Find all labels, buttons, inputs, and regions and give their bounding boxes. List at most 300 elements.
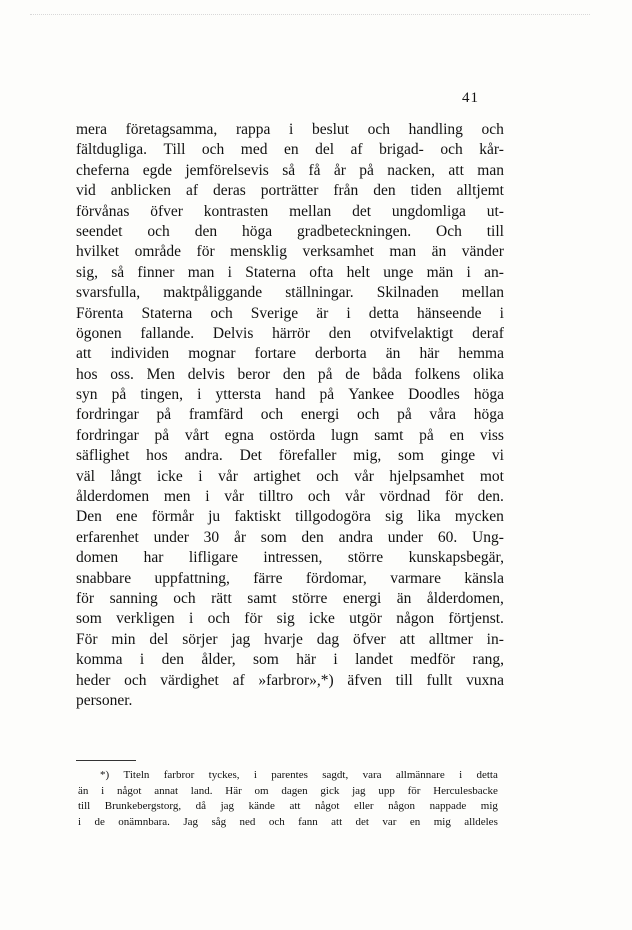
word: vänder bbox=[461, 243, 504, 261]
footnote-line bbox=[78, 768, 498, 784]
word: viss bbox=[479, 426, 504, 444]
word: mig, bbox=[353, 447, 382, 465]
word: och bbox=[147, 222, 170, 240]
word: de bbox=[345, 365, 360, 383]
word: Yankee bbox=[348, 386, 394, 404]
word: hänseende bbox=[416, 304, 482, 322]
word: såg bbox=[211, 815, 227, 828]
word: än bbox=[78, 784, 89, 797]
word: cheferna bbox=[76, 161, 130, 179]
word: hos bbox=[76, 365, 98, 383]
word: Och bbox=[436, 222, 462, 240]
body-line bbox=[76, 181, 504, 201]
word: nappade bbox=[429, 800, 467, 813]
word: med bbox=[240, 141, 268, 159]
word: jag bbox=[231, 630, 251, 648]
word: folkens bbox=[414, 365, 461, 383]
word: och bbox=[316, 467, 339, 485]
word: den bbox=[194, 222, 218, 240]
body-line bbox=[76, 609, 504, 629]
word: ålderdomen, bbox=[426, 589, 504, 607]
word: vår bbox=[354, 467, 374, 485]
word: komma bbox=[76, 651, 123, 669]
word: Förenta bbox=[76, 304, 124, 322]
word: och bbox=[307, 488, 331, 506]
word: rätt bbox=[211, 589, 232, 607]
word: gick bbox=[320, 784, 340, 797]
word: vi bbox=[491, 447, 504, 465]
footnote-line bbox=[78, 815, 498, 831]
word: faktiskt bbox=[234, 508, 281, 526]
word: något bbox=[116, 784, 142, 797]
word: vuxna bbox=[466, 671, 504, 689]
word: ginge bbox=[440, 447, 476, 465]
word: deraf bbox=[472, 324, 504, 342]
body-line bbox=[76, 385, 504, 405]
word: än bbox=[431, 243, 447, 261]
word: lifligare bbox=[188, 549, 238, 567]
body-line bbox=[76, 630, 504, 650]
word: snabbare bbox=[76, 569, 132, 587]
word: den bbox=[328, 324, 352, 342]
word: våra bbox=[429, 406, 457, 424]
word: af bbox=[350, 141, 363, 159]
body-line bbox=[76, 161, 504, 181]
word: säflighet bbox=[76, 447, 130, 465]
word: af bbox=[186, 182, 199, 200]
word: min bbox=[111, 630, 136, 648]
word: upp bbox=[378, 784, 395, 797]
word: och bbox=[210, 304, 233, 322]
word: mognar bbox=[188, 345, 236, 363]
word: Titeln bbox=[123, 769, 150, 781]
word: kår- bbox=[479, 141, 504, 159]
word: svarsfulla, bbox=[76, 284, 141, 302]
word: andra. bbox=[184, 447, 223, 465]
body-line bbox=[76, 202, 504, 222]
word: an- bbox=[484, 263, 504, 281]
word: tiden bbox=[410, 182, 442, 200]
word: här bbox=[419, 345, 440, 363]
word: vårt bbox=[184, 426, 209, 444]
word: för bbox=[196, 243, 215, 261]
word: och bbox=[268, 815, 285, 828]
word: i bbox=[227, 263, 232, 281]
word: 30 bbox=[203, 528, 220, 546]
word: allmännare bbox=[395, 769, 445, 781]
word: »farbror»,*) bbox=[258, 671, 334, 689]
word: och bbox=[124, 671, 147, 689]
body-line bbox=[76, 548, 504, 568]
word: hos bbox=[146, 447, 168, 465]
word: fann bbox=[298, 815, 318, 828]
word: oss. bbox=[110, 365, 134, 383]
word: värdighet bbox=[160, 671, 219, 689]
word: ungdomliga bbox=[391, 202, 466, 220]
word: Ung- bbox=[472, 528, 504, 546]
word: uppfattning, bbox=[154, 569, 230, 587]
word: och bbox=[173, 589, 196, 607]
word: Herculesbacke bbox=[433, 784, 498, 797]
word: *) bbox=[100, 769, 110, 781]
word: mera bbox=[76, 121, 107, 138]
word: till bbox=[78, 800, 91, 813]
word: eller bbox=[354, 800, 374, 813]
scan-edge-artifact bbox=[30, 14, 590, 15]
word: rang, bbox=[472, 651, 504, 669]
word: långt bbox=[110, 467, 142, 485]
word: fordringar bbox=[76, 406, 139, 424]
word: framfärd bbox=[188, 406, 244, 424]
word: detta bbox=[368, 304, 399, 322]
body-line bbox=[76, 487, 504, 507]
word: hvilket bbox=[76, 243, 120, 261]
word: tyckes, bbox=[208, 769, 240, 781]
word: verkligen bbox=[116, 610, 175, 628]
word: någon bbox=[388, 800, 416, 813]
word: landet bbox=[355, 651, 393, 669]
word: ofta bbox=[309, 263, 334, 281]
word: man bbox=[477, 161, 504, 179]
word: individen bbox=[110, 345, 170, 363]
word: till bbox=[486, 222, 504, 240]
word: del bbox=[315, 141, 335, 159]
body-line bbox=[76, 589, 504, 609]
word: beslut bbox=[311, 121, 349, 138]
word: alltmer bbox=[428, 630, 473, 648]
word: medför bbox=[410, 651, 456, 669]
word: hjelpsamhet bbox=[389, 467, 465, 485]
word: i bbox=[289, 121, 294, 138]
word: år bbox=[233, 528, 246, 546]
word: för bbox=[444, 488, 463, 506]
word: här bbox=[296, 651, 317, 669]
word: beror bbox=[237, 365, 271, 383]
word: på bbox=[317, 365, 333, 383]
word: icke bbox=[309, 610, 335, 628]
word: som bbox=[398, 447, 424, 465]
word: en bbox=[449, 426, 465, 444]
word: år bbox=[333, 161, 346, 179]
word: mot bbox=[479, 467, 504, 485]
word: dagen bbox=[281, 784, 308, 797]
word: ostörda bbox=[269, 426, 316, 444]
word: att bbox=[289, 800, 301, 813]
word: och bbox=[367, 121, 391, 138]
word: om bbox=[254, 784, 269, 797]
word: otvifvelaktigt bbox=[369, 324, 454, 342]
word: olika bbox=[472, 365, 504, 383]
word: härrör bbox=[272, 324, 310, 342]
word: Skilnaden bbox=[376, 284, 439, 302]
body-line bbox=[76, 691, 504, 711]
word: personer. bbox=[76, 691, 133, 709]
body-line bbox=[76, 467, 504, 487]
word: i bbox=[499, 304, 504, 322]
word: 60. bbox=[437, 528, 458, 546]
word: de bbox=[94, 815, 105, 828]
word: finner bbox=[137, 263, 175, 281]
word: kände bbox=[248, 800, 275, 813]
word: ögonen bbox=[76, 324, 122, 342]
word: färre bbox=[253, 569, 283, 587]
word: Sverige bbox=[250, 304, 299, 322]
body-text bbox=[76, 120, 504, 711]
word: ene bbox=[116, 508, 138, 526]
body-line bbox=[76, 446, 504, 466]
word: dag bbox=[316, 630, 340, 648]
word: brigad- bbox=[379, 141, 424, 159]
word: så bbox=[111, 263, 125, 281]
word: land. bbox=[190, 784, 213, 797]
word: icke bbox=[156, 467, 183, 485]
word: känsla bbox=[464, 569, 504, 587]
word: vår bbox=[218, 467, 238, 485]
word: jag bbox=[352, 784, 366, 797]
word: in- bbox=[486, 630, 504, 648]
word: förtjenst. bbox=[448, 610, 504, 628]
word: mellan bbox=[461, 284, 504, 302]
word: handling bbox=[408, 121, 463, 138]
word: erfarenhet bbox=[76, 528, 139, 546]
word: som bbox=[260, 528, 287, 546]
word: intressen, bbox=[263, 549, 323, 567]
word: äfven bbox=[347, 671, 382, 689]
word: heder bbox=[76, 671, 111, 689]
word: och bbox=[440, 141, 463, 159]
word: af bbox=[232, 671, 245, 689]
body-line bbox=[76, 569, 504, 589]
word: alltjemt bbox=[456, 182, 504, 200]
word: hand bbox=[275, 386, 306, 404]
word: att bbox=[76, 345, 92, 363]
word: derborta bbox=[315, 345, 367, 363]
word: farbror bbox=[163, 769, 195, 781]
word: att bbox=[331, 815, 343, 828]
word: för bbox=[76, 589, 95, 607]
word: detta bbox=[476, 769, 498, 781]
body-line bbox=[76, 344, 504, 364]
word: än bbox=[385, 345, 401, 363]
word: maktpåliggande bbox=[163, 284, 263, 302]
word: på bbox=[156, 406, 172, 424]
word: nacken, bbox=[387, 161, 436, 179]
body-line bbox=[76, 365, 504, 385]
word: i bbox=[205, 488, 210, 506]
word: men bbox=[163, 488, 191, 506]
word: deras bbox=[213, 182, 246, 200]
word: förefaller bbox=[278, 447, 337, 465]
body-line bbox=[76, 304, 504, 324]
word: till bbox=[395, 671, 413, 689]
word: väl bbox=[76, 467, 95, 485]
word: energi bbox=[300, 406, 340, 424]
word: seendet bbox=[76, 222, 123, 240]
word: i bbox=[139, 651, 145, 669]
word: fortare bbox=[254, 345, 296, 363]
word: kontrasten bbox=[203, 202, 269, 220]
word: få bbox=[308, 161, 321, 179]
word: vara bbox=[362, 769, 382, 781]
word: Doodles bbox=[408, 386, 460, 404]
word: utgör bbox=[349, 610, 382, 628]
word: sig bbox=[385, 508, 404, 526]
word: mig bbox=[480, 800, 498, 813]
word: på bbox=[419, 426, 434, 444]
word: för bbox=[407, 784, 421, 797]
footnote-divider bbox=[76, 760, 136, 761]
word: den bbox=[282, 365, 306, 383]
word: ålderdomen bbox=[76, 488, 150, 506]
word: vid bbox=[76, 182, 96, 200]
word: var bbox=[382, 815, 397, 828]
word: tingen, bbox=[140, 386, 183, 404]
word: syn bbox=[76, 386, 98, 404]
word: verksamhet bbox=[302, 243, 374, 261]
word: anblicken bbox=[110, 182, 172, 200]
word: mellan bbox=[289, 202, 332, 220]
word: i bbox=[188, 610, 194, 628]
word: större bbox=[347, 549, 384, 567]
word: öfver bbox=[352, 630, 386, 648]
word: och bbox=[207, 610, 230, 628]
word: och bbox=[481, 121, 504, 138]
body-line bbox=[76, 528, 504, 548]
word: höga bbox=[241, 222, 273, 240]
word: under bbox=[153, 528, 189, 546]
word: fallande. bbox=[140, 324, 195, 342]
body-line bbox=[76, 650, 504, 670]
word: del bbox=[149, 630, 169, 648]
word: unge bbox=[383, 263, 414, 281]
body-line bbox=[76, 283, 504, 303]
word: den bbox=[301, 528, 324, 546]
word: större bbox=[292, 589, 328, 607]
word: än bbox=[396, 589, 412, 607]
word: och bbox=[260, 406, 284, 424]
word: Brunkebergstorg, bbox=[104, 800, 182, 813]
word: på bbox=[397, 406, 412, 424]
word: andra bbox=[338, 528, 373, 546]
word: sagdt, bbox=[322, 769, 349, 781]
word: för bbox=[244, 610, 263, 628]
word: Men bbox=[146, 365, 176, 383]
word: Här bbox=[225, 784, 242, 797]
word: ju bbox=[208, 508, 221, 526]
word: alldeles bbox=[464, 815, 498, 828]
word: lika bbox=[417, 508, 441, 526]
word: gradbeteckningen. bbox=[297, 222, 412, 240]
word: förvånas bbox=[76, 202, 130, 220]
word: tillgodogöra bbox=[295, 508, 371, 526]
word: öfver bbox=[150, 202, 183, 220]
word: Jag bbox=[183, 815, 199, 828]
word: i bbox=[466, 263, 471, 281]
word: hemma bbox=[458, 345, 504, 363]
word: Till bbox=[163, 141, 186, 159]
word: mycken bbox=[454, 508, 504, 526]
word: rappa bbox=[235, 121, 271, 138]
word: förmår bbox=[151, 508, 194, 526]
word: artighet bbox=[253, 467, 301, 485]
body-line bbox=[76, 507, 504, 527]
word: i bbox=[78, 815, 82, 828]
word: på bbox=[359, 161, 374, 179]
word: då bbox=[195, 800, 207, 813]
word: Delvis bbox=[212, 324, 254, 342]
word: att bbox=[399, 630, 416, 648]
word: i bbox=[253, 769, 257, 781]
word: höga bbox=[473, 386, 504, 404]
word: domen bbox=[76, 549, 119, 567]
word: båda bbox=[372, 365, 402, 383]
word: under bbox=[387, 528, 424, 546]
word: på bbox=[111, 386, 127, 404]
footnote-line bbox=[78, 799, 498, 815]
word: delvis bbox=[187, 365, 225, 383]
word: fördomar, bbox=[305, 569, 367, 587]
footnote-line bbox=[78, 784, 498, 800]
body-line bbox=[76, 263, 504, 283]
word: och bbox=[201, 141, 225, 159]
word: en bbox=[283, 141, 299, 159]
word: sanning bbox=[109, 589, 158, 607]
word: tilltro bbox=[258, 488, 294, 506]
word: hvarje bbox=[264, 630, 303, 648]
word: område bbox=[134, 243, 182, 261]
word: Det bbox=[239, 447, 262, 465]
body-line bbox=[76, 405, 504, 425]
word: vår bbox=[344, 488, 365, 506]
word: något bbox=[315, 800, 340, 813]
word: För bbox=[76, 630, 98, 648]
word: vördnad bbox=[379, 488, 431, 506]
word: företagsamma, bbox=[125, 121, 218, 138]
word: jag bbox=[220, 800, 235, 813]
word: i bbox=[101, 784, 105, 797]
word: det bbox=[352, 202, 372, 220]
word: man bbox=[389, 243, 417, 261]
body-line bbox=[76, 426, 504, 446]
word: mensklig bbox=[230, 243, 287, 261]
word: Staterna bbox=[141, 304, 193, 322]
word: män bbox=[426, 263, 454, 281]
word: ned bbox=[239, 815, 256, 828]
word: på bbox=[319, 386, 335, 404]
word: den bbox=[373, 182, 396, 200]
word: en bbox=[409, 815, 421, 828]
word: i bbox=[197, 386, 202, 404]
word: har bbox=[143, 549, 164, 567]
word: i bbox=[198, 467, 203, 485]
word: och bbox=[356, 406, 380, 424]
word: Staterna bbox=[245, 263, 297, 281]
word: ålder, bbox=[201, 651, 236, 669]
footnote bbox=[78, 768, 498, 830]
word: den bbox=[161, 651, 184, 669]
body-line bbox=[76, 120, 504, 140]
body-line bbox=[76, 140, 504, 160]
word: kunskapsbegär, bbox=[408, 549, 504, 567]
word: onämnbara. bbox=[118, 815, 170, 828]
word: vår bbox=[224, 488, 245, 506]
word: samt bbox=[247, 589, 277, 607]
word: i bbox=[459, 769, 463, 781]
word: man bbox=[187, 263, 215, 281]
word: varmare bbox=[390, 569, 441, 587]
word: så bbox=[282, 161, 296, 179]
word: den. bbox=[477, 488, 504, 506]
